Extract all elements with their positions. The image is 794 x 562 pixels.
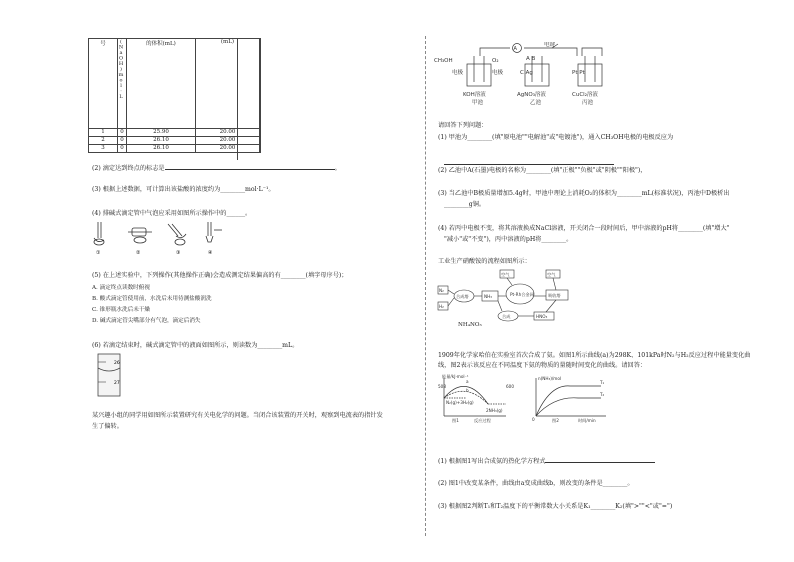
option-c: C. 锥形瓶水洗后未干燥 bbox=[92, 307, 150, 313]
electrochem-intro-1: 某兴趣小组的同学用如图所示装置研究有关电化学的问题。当闭合该装置的开关时，观察到电流表的指针发 bbox=[92, 412, 383, 419]
flow-title: 工业生产硝酸铵的流程如图所示： bbox=[438, 258, 531, 265]
svg-text:T₂: T₂ bbox=[600, 392, 605, 397]
svg-text:a: a bbox=[466, 379, 469, 384]
operation-4-icon bbox=[206, 222, 222, 242]
col-header-vol1: 的体积(mL) bbox=[127, 39, 196, 129]
svg-text:乙池: 乙池 bbox=[530, 100, 542, 106]
r-question-4a: (4) 若丙中电极不变，将其溶液换成NaCl溶液，开关闭合一段时间后，甲中溶液的pH将________(填"增大" bbox=[438, 225, 730, 232]
svg-text:图2: 图2 bbox=[552, 418, 559, 423]
question-6: (6) 若滴定结束时，碱式滴定管中的液面如图所示，则读数为________mL。 bbox=[92, 342, 299, 349]
svg-text:③: ③ bbox=[176, 250, 181, 256]
data-table bbox=[88, 38, 261, 153]
svg-text:Pt-Rh合金网: Pt-Rh合金网 bbox=[510, 292, 534, 297]
table-row: 1 0 25.90 20.00 bbox=[89, 129, 261, 137]
electrochemistry-apparatus bbox=[432, 42, 622, 116]
svg-text:图1: 图1 bbox=[452, 418, 459, 423]
svg-text:合成塔: 合成塔 bbox=[456, 294, 469, 299]
table-row: 3 0 26.10 20.00 bbox=[89, 145, 261, 153]
b-question-3: (3) 根据图2判断T₁和T₂温度下的平衡常数大小关系是K₁________K₂(填">""<"或"=") bbox=[438, 503, 673, 510]
question-4: (4) 排碱式滴定管中气泡应采用如图所示操作中的______。 bbox=[92, 210, 252, 217]
r-question-4b: "减小"或"不变")，丙中溶液的pH将________。 bbox=[444, 236, 573, 243]
svg-text:NH₃: NH₃ bbox=[484, 294, 492, 299]
svg-text:丙池: 丙池 bbox=[582, 100, 594, 106]
operation-2-icon bbox=[128, 228, 152, 243]
svg-text:N₂(g)+3H₂(g): N₂(g)+3H₂(g) bbox=[446, 400, 474, 405]
svg-text:反应过程: 反应过程 bbox=[474, 418, 491, 423]
nitrate-flow-diagram bbox=[436, 266, 586, 322]
svg-text:Pt Pt: Pt Pt bbox=[572, 70, 585, 76]
column-divider bbox=[425, 36, 426, 536]
svg-text:600: 600 bbox=[506, 384, 514, 389]
svg-text:合成: 合成 bbox=[502, 314, 511, 319]
svg-text:能量/kJ·mol⁻¹: 能量/kJ·mol⁻¹ bbox=[442, 374, 469, 379]
question-3: (3) 根据上述数据，可计算出该盐酸的浓度约为________mol·L⁻¹。 bbox=[92, 186, 275, 193]
operation-3-icon bbox=[168, 224, 186, 245]
operation-1-icon bbox=[94, 222, 104, 245]
svg-text:A B: A B bbox=[526, 56, 536, 62]
col-header-conc: (NaOH)mol·L bbox=[118, 39, 127, 129]
svg-text:CuCl₂溶液: CuCl₂溶液 bbox=[572, 92, 598, 98]
haber-para-1: 1909年化学家哈伯在实验室首次合成了氨。如图1所示曲线(a)为298K、101kPa时N₂与H₂反应过程中能量变化曲 bbox=[438, 352, 751, 359]
curve-t2 bbox=[536, 398, 601, 416]
svg-text:26: 26 bbox=[114, 361, 120, 366]
r-question-1: (1) 甲池为________(填"原电池""电解池"或"电镀池")，通入CH₃OH电极的电极反应为 bbox=[438, 134, 674, 141]
svg-text:②: ② bbox=[136, 250, 141, 256]
svg-text:C Ag: C Ag bbox=[520, 70, 533, 76]
data-table-wrap bbox=[88, 38, 261, 153]
flow-product: NH₄NO₃ bbox=[458, 322, 482, 328]
svg-text:n(NH₃)/mol: n(NH₃)/mol bbox=[538, 376, 562, 381]
option-d: D. 碱式滴定管尖嘴部分有气泡，滴定后消失 bbox=[92, 318, 201, 324]
energy-profile-figure bbox=[436, 374, 526, 424]
haber-para-2: 线，图2表示该反应在不同温度下氨的物质的量随时间变化的曲线。请回答： bbox=[438, 362, 647, 369]
svg-text:T₁: T₁ bbox=[600, 380, 605, 385]
svg-text:空气: 空气 bbox=[501, 272, 510, 277]
svg-text:吸收塔: 吸收塔 bbox=[548, 293, 561, 298]
svg-text:KOH溶液: KOH溶液 bbox=[463, 92, 486, 98]
right-intro: 请回答下列问题： bbox=[438, 122, 488, 129]
svg-text:N₂: N₂ bbox=[439, 288, 444, 293]
question-5: (5) 在上述实验中，下列操作(其他操作正确)会造成测定结果偏高的有________(填字母序号)； bbox=[92, 272, 348, 279]
svg-text:H₂: H₂ bbox=[439, 304, 444, 309]
svg-text:O₂: O₂ bbox=[492, 58, 499, 64]
svg-text:①: ① bbox=[96, 250, 101, 256]
b-question-1: (1) 根据图1写出合成氨的热化学方程式 bbox=[438, 458, 655, 466]
svg-text:CH₃OH: CH₃OH bbox=[434, 58, 453, 64]
svg-text:AgNO₃溶液: AgNO₃溶液 bbox=[517, 92, 546, 98]
svg-text:电键: 电键 bbox=[544, 42, 556, 48]
svg-text:b: b bbox=[466, 388, 469, 393]
col-header-vol2: (mL) bbox=[196, 39, 260, 129]
r-question-3a: (3) 当乙池中B极质量增加5.4g时，甲池中理论上消耗O₂的体积为________mL(标准状况)，丙池中D极析出 bbox=[438, 190, 730, 197]
svg-text:电极: 电极 bbox=[452, 70, 464, 76]
svg-text:2NH₃(g): 2NH₃(g) bbox=[486, 408, 503, 413]
svg-text:0: 0 bbox=[532, 417, 535, 422]
option-b: B. 酸式滴定管使用前，水洗后未用待测盐酸润洗 bbox=[92, 296, 212, 302]
option-a: A. 滴定终点读数时俯视 bbox=[92, 285, 150, 291]
svg-text:甲池: 甲池 bbox=[472, 100, 484, 106]
svg-text:时间/min: 时间/min bbox=[578, 418, 596, 423]
svg-text:④: ④ bbox=[208, 250, 213, 256]
electrochem-intro-2: 生了偏转。 bbox=[92, 423, 123, 430]
r-question-2: (2) 乙池中A(石墨)电极的名称为________(填"正极""负极"或"阴极""阳极")， bbox=[438, 167, 647, 174]
table-row: 2 0 26.10 20.00 bbox=[89, 137, 261, 145]
col-header-no: 号 bbox=[89, 39, 118, 129]
burette-operations-figure bbox=[88, 220, 238, 256]
ammonia-time-figure bbox=[526, 374, 616, 424]
svg-text:508: 508 bbox=[438, 384, 446, 389]
svg-text:A: A bbox=[513, 46, 517, 52]
b-question-2: (2) 图1中改变某条件，曲线由a变成曲线b，则改变的条件是________。 bbox=[438, 480, 634, 487]
svg-text:27: 27 bbox=[114, 381, 120, 386]
question-2: (2) 滴定达到终点的标志是 。 bbox=[92, 165, 341, 172]
curve-t1 bbox=[536, 386, 601, 416]
r-question-3b: ________g铜。 bbox=[444, 201, 486, 208]
svg-text:空气: 空气 bbox=[547, 272, 556, 277]
burette-reading-figure bbox=[92, 352, 132, 398]
svg-text:HNO₃: HNO₃ bbox=[536, 314, 548, 319]
svg-text:电极: 电极 bbox=[492, 70, 504, 76]
